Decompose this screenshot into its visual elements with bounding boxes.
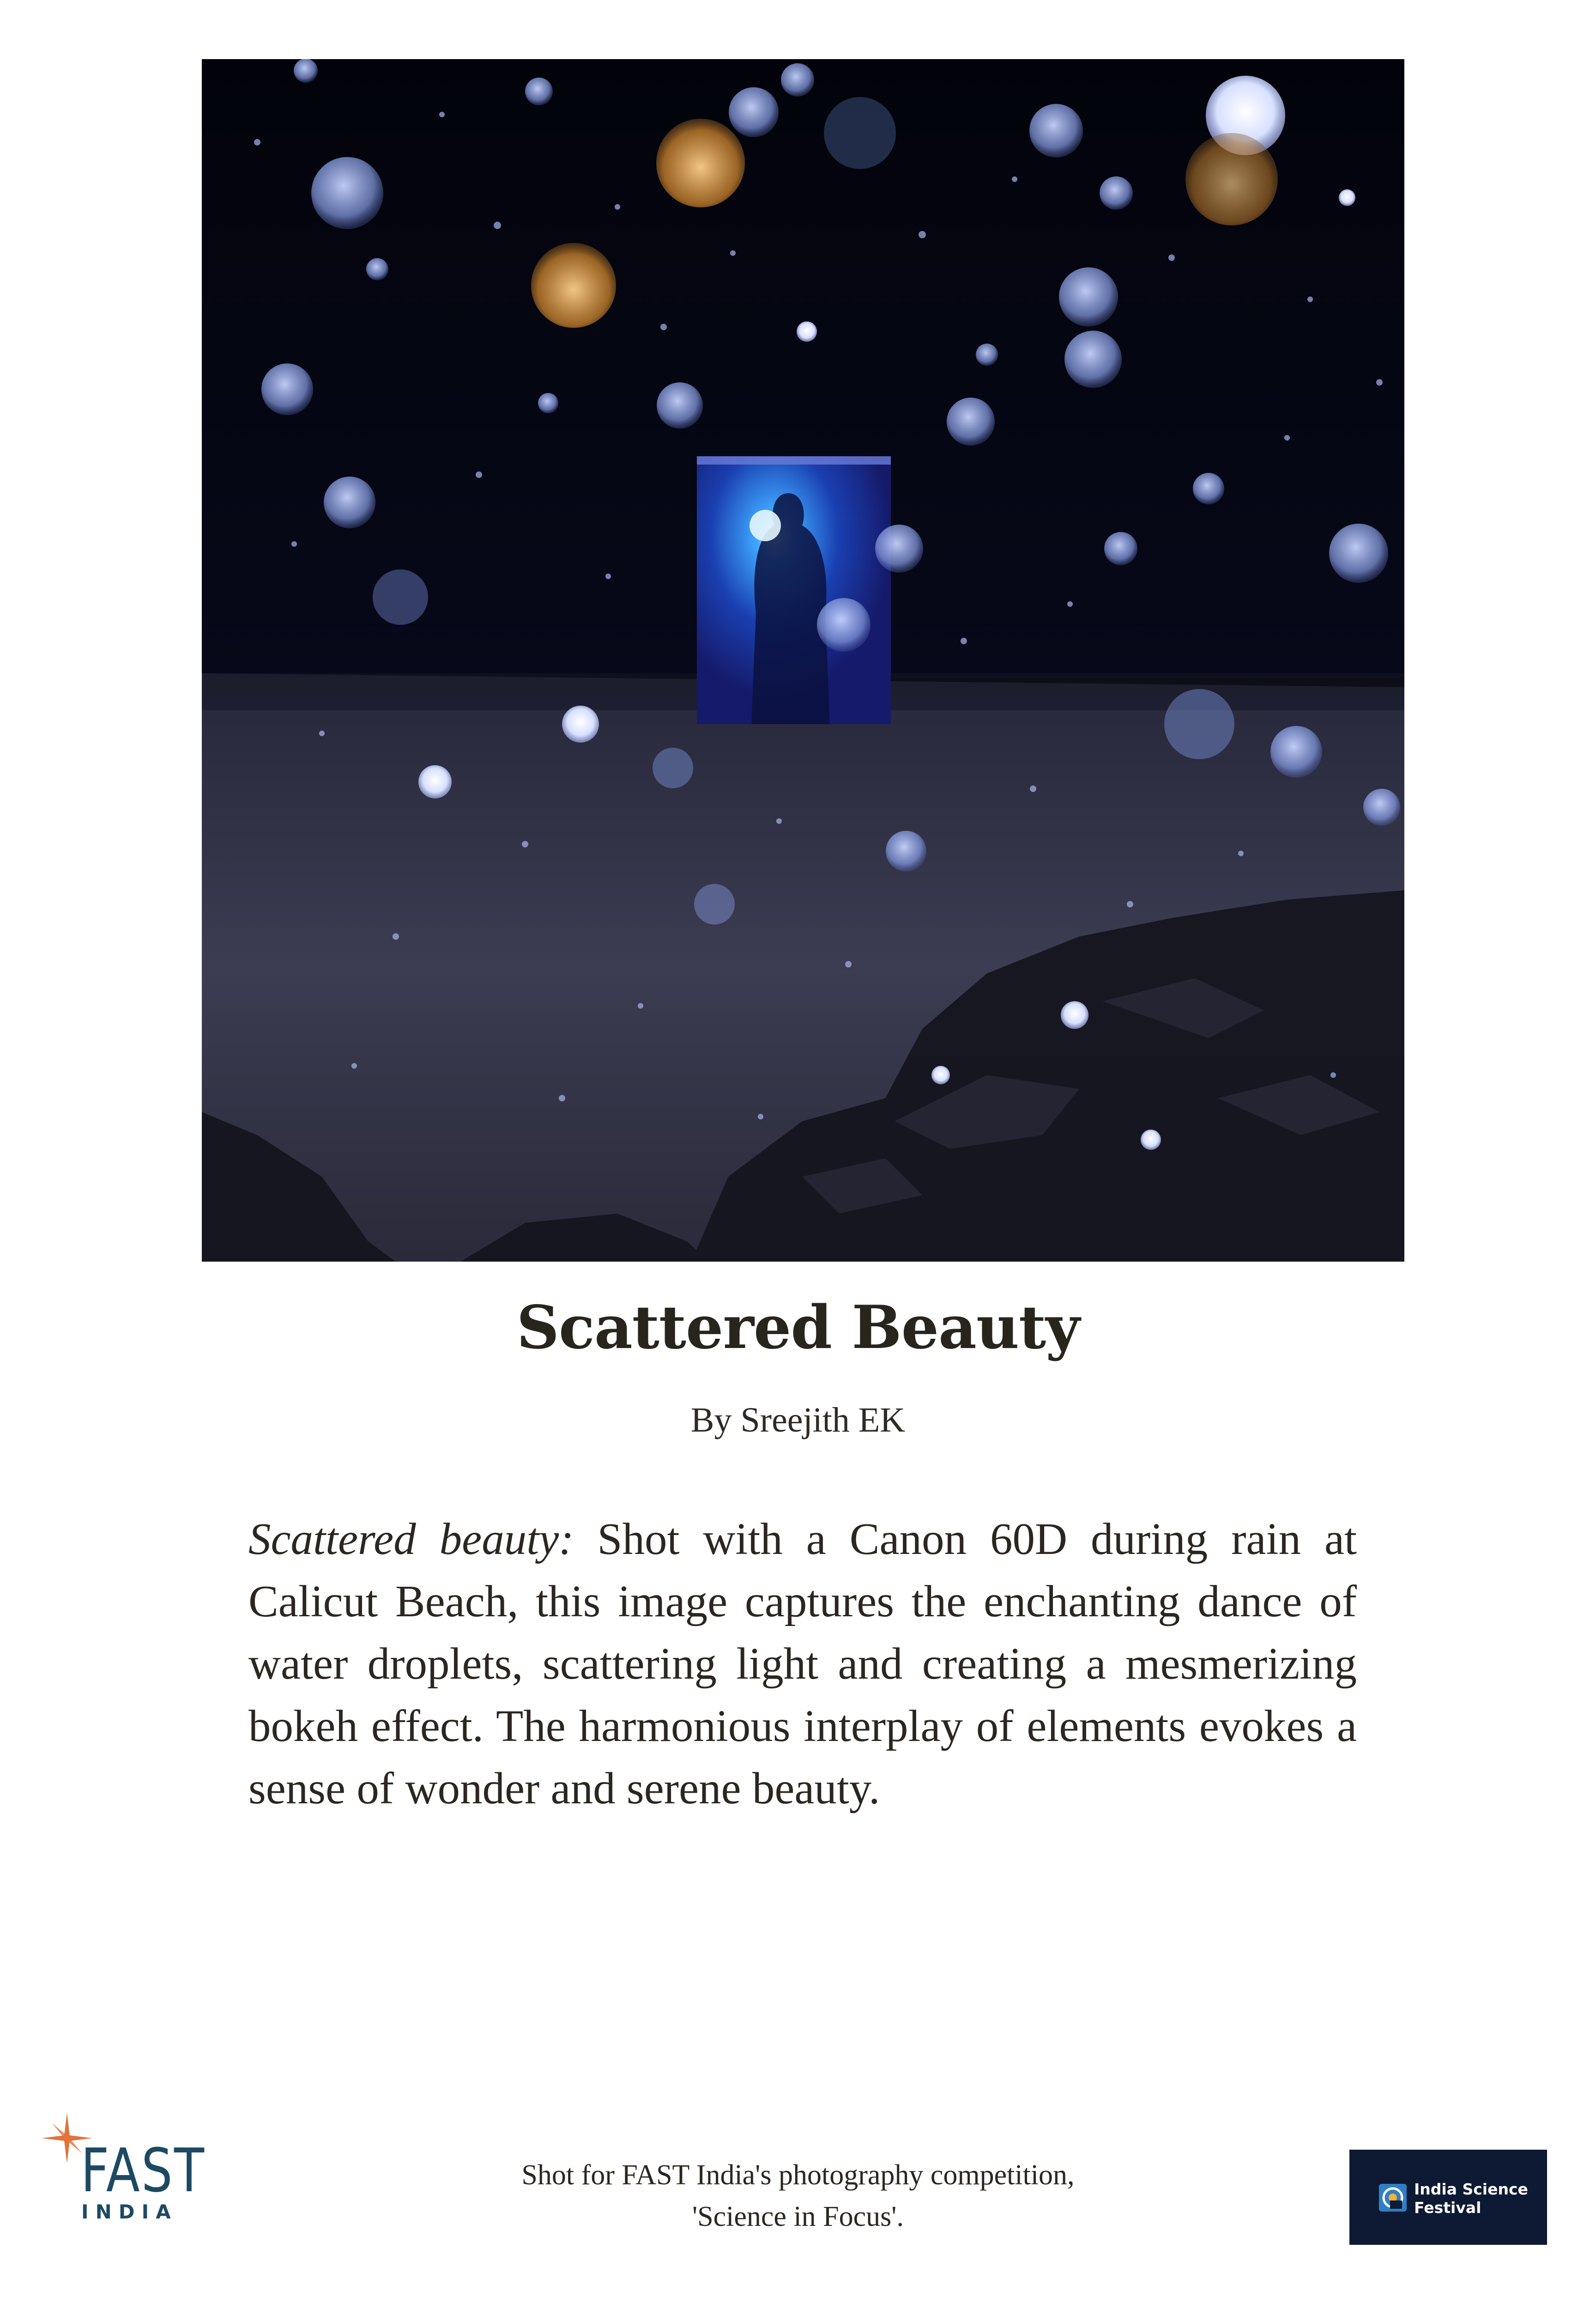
isf-line1: India Science — [1414, 2180, 1528, 2198]
festival-emblem-icon — [1378, 2183, 1408, 2212]
footer-note-line2: 'Science in Focus'. — [692, 2201, 904, 2232]
page-title: Scattered Beauty — [516, 1293, 1080, 1362]
caption-text: Shot with a Canon 60D during rain at Calicut Beach, this image captures the enchanting dance of water droplets, scattering light and creating a mesmerizing bokeh effect. The harmonious interplay of elements evokes a sense of wonder and serene beauty. — [248, 1514, 1357, 1813]
footer-note-line1: Shot for FAST India's photography competition, — [521, 2159, 1075, 2191]
india-science-festival-logo — [1349, 2150, 1547, 2245]
isf-logo-text — [1414, 2180, 1528, 2217]
author-byline: By Sreejith EK — [690, 1401, 906, 1439]
isf-line2: Festival — [1414, 2199, 1481, 2217]
photo-illustration — [202, 59, 1404, 1262]
hero-photo — [202, 59, 1404, 1262]
fast-logo-word: FAST — [81, 2135, 206, 2206]
photo-caption — [248, 1508, 1357, 1819]
fast-logo-sub: INDIA — [81, 2200, 178, 2223]
caption-lead: Scattered beauty: — [248, 1514, 574, 1564]
